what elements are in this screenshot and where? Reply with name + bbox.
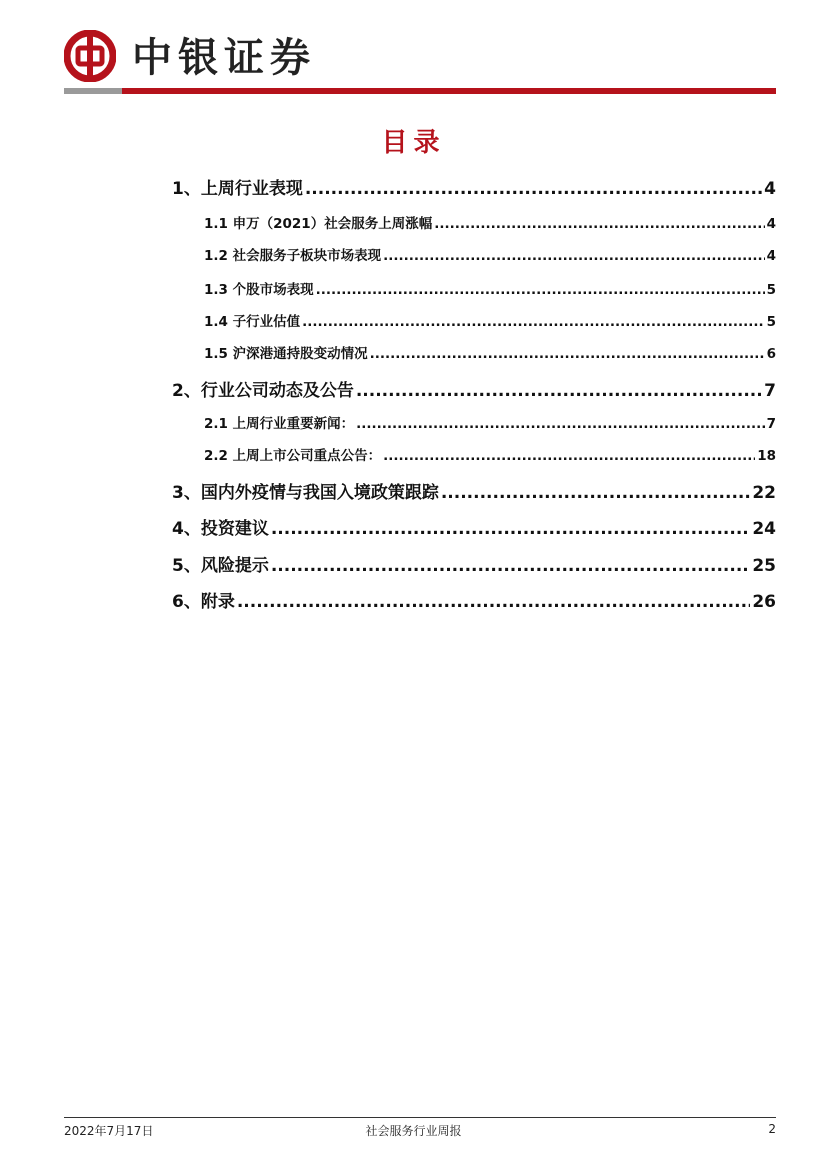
toc-entry[interactable] (172, 174, 776, 199)
toc-entry[interactable] (204, 444, 776, 464)
toc-entry-page: 22 (752, 483, 776, 503)
toc-entry-label: 1.4 子行业估值 (204, 314, 301, 330)
toc-entry-page: 24 (752, 519, 776, 539)
footer-date: 2022年7月17日 (64, 1124, 154, 1138)
toc-entry-page: 4 (766, 216, 776, 232)
toc-entry-page: 5 (766, 282, 776, 298)
toc-entry[interactable] (172, 551, 776, 576)
toc-leader-dots (434, 216, 764, 232)
toc-entry-label: 2、行业公司动态及公告 (172, 381, 354, 401)
bank-of-china-logo-icon (64, 30, 116, 82)
toc-entry[interactable] (204, 212, 776, 232)
toc-entry[interactable] (172, 514, 776, 539)
page-header (64, 30, 776, 96)
toc-leader-dots (271, 556, 750, 576)
toc-leader-dots (237, 592, 750, 612)
toc-leader-dots (370, 346, 765, 362)
brand-name: 中银证券 (132, 34, 316, 81)
toc-entry[interactable] (204, 278, 776, 298)
toc-entry-label: 1.5 沪深港通持股变动情况 (204, 346, 368, 362)
toc-leader-dots (356, 416, 764, 432)
footer-report-name: 社会服务行业周报 (365, 1124, 462, 1138)
toc-entry[interactable] (204, 342, 776, 362)
toc-entry-page: 7 (766, 416, 776, 432)
toc-entry-label: 3、国内外疫情与我国入境政策跟踪 (172, 483, 439, 503)
toc-entry[interactable] (172, 376, 776, 401)
toc-entry-page: 4 (766, 248, 776, 264)
toc-entry-page: 5 (766, 314, 776, 330)
toc-entry[interactable] (204, 244, 776, 264)
toc-title: 目录 (381, 128, 446, 158)
toc-entry[interactable] (204, 310, 776, 330)
toc-entry[interactable] (172, 587, 776, 612)
toc-leader-dots (305, 179, 762, 199)
toc-entry-page: 18 (757, 448, 776, 464)
footer-divider (64, 1117, 776, 1118)
toc-entry-label: 2.1 上周行业重要新闻： (204, 416, 355, 432)
toc-entry-page: 7 (764, 381, 776, 401)
toc-entry-page: 26 (752, 592, 776, 612)
toc-entry-page: 25 (752, 556, 776, 576)
toc-leader-dots (316, 282, 765, 298)
toc-leader-dots (383, 448, 755, 464)
toc-entry[interactable] (172, 478, 776, 503)
toc-entry-page: 6 (766, 346, 776, 362)
header-divider (64, 88, 776, 94)
toc-leader-dots (441, 483, 751, 503)
toc-leader-dots (383, 248, 764, 264)
toc-entry-label: 5、风险提示 (172, 556, 269, 576)
toc-entry-label: 4、投资建议 (172, 519, 269, 539)
toc-entry-page: 4 (764, 179, 776, 199)
toc-leader-dots (356, 381, 762, 401)
toc-entry[interactable] (204, 412, 776, 432)
toc-entry-label: 6、附录 (172, 592, 235, 612)
toc-entry-label: 1.2 社会服务子板块市场表现 (204, 248, 382, 264)
toc-leader-dots (271, 519, 750, 539)
toc-entry-label: 1.3 个股市场表现 (204, 282, 314, 298)
toc-leader-dots (302, 314, 764, 330)
toc-entry-label: 2.2 上周上市公司重点公告： (204, 448, 382, 464)
toc-entry-label: 1、上周行业表现 (172, 179, 303, 199)
toc-entry-label: 1.1 申万（2021）社会服务上周涨幅 (204, 216, 433, 232)
footer-page-number: 2 (768, 1122, 776, 1136)
